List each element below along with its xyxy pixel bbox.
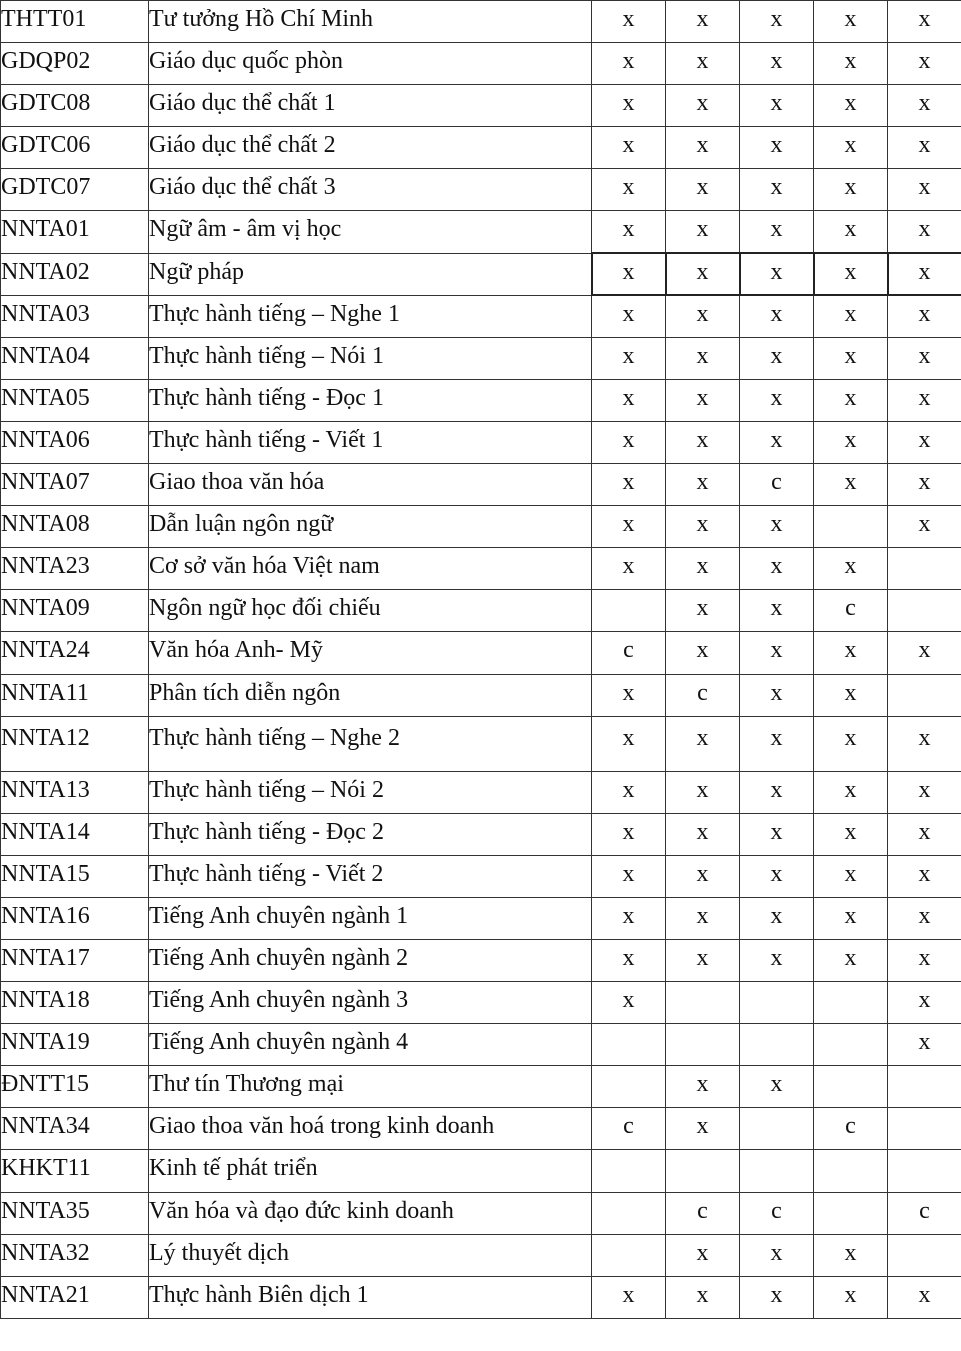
mark-cell-3: x	[740, 771, 814, 813]
mark-cell-5: c	[888, 1192, 961, 1234]
table-row	[1, 506, 961, 548]
mark-cell-3: x	[740, 716, 814, 771]
mark-cell-3	[740, 1108, 814, 1150]
mark-cell-1: x	[592, 855, 666, 897]
mark-cell-4: x	[814, 43, 888, 85]
course-code-cell: NNTA18	[1, 982, 149, 1024]
mark-cell-5: x	[888, 506, 961, 548]
course-name-cell: Thực hành tiếng – Nghe 1	[149, 295, 592, 337]
mark-cell-2: x	[666, 1108, 740, 1150]
mark-cell-3: x	[740, 506, 814, 548]
mark-cell-1: x	[592, 813, 666, 855]
table-row	[1, 169, 961, 211]
mark-cell-5	[888, 1108, 961, 1150]
mark-cell-1: x	[592, 295, 666, 337]
mark-cell-4	[814, 1192, 888, 1234]
mark-cell-4	[814, 982, 888, 1024]
mark-cell-1: x	[592, 897, 666, 939]
course-code-cell: NNTA08	[1, 506, 149, 548]
mark-cell-5: x	[888, 211, 961, 253]
table-row	[1, 1066, 961, 1108]
mark-cell-3	[740, 1024, 814, 1066]
mark-cell-2: x	[666, 813, 740, 855]
mark-cell-4	[814, 1150, 888, 1192]
mark-cell-5	[888, 1150, 961, 1192]
mark-cell-1	[592, 1024, 666, 1066]
mark-cell-2: x	[666, 590, 740, 632]
mark-cell-1: x	[592, 506, 666, 548]
course-code-cell: ĐNTT15	[1, 1066, 149, 1108]
course-name-cell: Thư tín Thương mại	[149, 1066, 592, 1108]
mark-cell-4	[814, 1066, 888, 1108]
mark-cell-5: x	[888, 813, 961, 855]
mark-cell-4: x	[814, 855, 888, 897]
table-row	[1, 43, 961, 85]
mark-cell-5: x	[888, 716, 961, 771]
mark-cell-4: x	[814, 169, 888, 211]
mark-cell-1	[592, 1066, 666, 1108]
mark-cell-1: x	[592, 1, 666, 43]
mark-cell-1: x	[592, 337, 666, 379]
mark-cell-4	[814, 1024, 888, 1066]
mark-cell-5: x	[888, 43, 961, 85]
mark-cell-2: x	[666, 169, 740, 211]
mark-cell-2: x	[666, 1234, 740, 1276]
course-code-cell: NNTA06	[1, 421, 149, 463]
mark-cell-4	[814, 506, 888, 548]
table-row	[1, 253, 961, 295]
course-name-cell: Ngữ pháp	[149, 253, 592, 295]
table-row	[1, 982, 961, 1024]
table-row	[1, 464, 961, 506]
mark-cell-5: x	[888, 1024, 961, 1066]
mark-cell-4: x	[814, 379, 888, 421]
table-row	[1, 1192, 961, 1234]
course-code-cell: GDQP02	[1, 43, 149, 85]
course-name-cell: Tiếng Anh chuyên ngành 3	[149, 982, 592, 1024]
course-name-cell: Thực hành tiếng – Nghe 2	[149, 716, 592, 771]
mark-cell-4: x	[814, 548, 888, 590]
mark-cell-3: x	[740, 421, 814, 463]
mark-cell-5: x	[888, 1276, 961, 1318]
mark-cell-3: c	[740, 464, 814, 506]
course-name-cell: Tiếng Anh chuyên ngành 2	[149, 939, 592, 981]
course-name-cell: Ngôn ngữ học đối chiếu	[149, 590, 592, 632]
mark-cell-5: x	[888, 771, 961, 813]
mark-cell-2: x	[666, 464, 740, 506]
mark-cell-4: x	[814, 337, 888, 379]
mark-cell-4: x	[814, 897, 888, 939]
mark-cell-4: x	[814, 85, 888, 127]
mark-cell-1: x	[592, 1276, 666, 1318]
course-code-cell: NNTA09	[1, 590, 149, 632]
course-code-cell: NNTA02	[1, 253, 149, 295]
mark-cell-5: x	[888, 632, 961, 674]
mark-cell-2: c	[666, 1192, 740, 1234]
mark-cell-2: x	[666, 1066, 740, 1108]
mark-cell-3: x	[740, 939, 814, 981]
course-name-cell: Thực hành tiếng – Nói 2	[149, 771, 592, 813]
table-row	[1, 295, 961, 337]
mark-cell-2: x	[666, 379, 740, 421]
mark-cell-3: x	[740, 1066, 814, 1108]
mark-cell-4: x	[814, 939, 888, 981]
mark-cell-4: x	[814, 295, 888, 337]
table-row	[1, 1108, 961, 1150]
table-row	[1, 716, 961, 771]
course-name-cell: Tiếng Anh chuyên ngành 4	[149, 1024, 592, 1066]
course-name-cell: Giáo dục thể chất 1	[149, 85, 592, 127]
mark-cell-1: x	[592, 939, 666, 981]
course-name-cell: Giáo dục thể chất 3	[149, 169, 592, 211]
mark-cell-1: x	[592, 771, 666, 813]
table-row	[1, 548, 961, 590]
mark-cell-2: x	[666, 1276, 740, 1318]
mark-cell-5	[888, 548, 961, 590]
mark-cell-2: x	[666, 771, 740, 813]
mark-cell-2: x	[666, 127, 740, 169]
mark-cell-5: x	[888, 379, 961, 421]
table-row	[1, 127, 961, 169]
mark-cell-2: x	[666, 1, 740, 43]
course-name-cell: Tiếng Anh chuyên ngành 1	[149, 897, 592, 939]
mark-cell-4: c	[814, 590, 888, 632]
table-row	[1, 1234, 961, 1276]
course-code-cell: THTT01	[1, 1, 149, 43]
mark-cell-3: x	[740, 43, 814, 85]
course-name-cell: Thực hành Biên dịch 1	[149, 1276, 592, 1318]
mark-cell-4: x	[814, 253, 888, 295]
table-row	[1, 590, 961, 632]
course-name-cell: Thực hành tiếng - Đọc 1	[149, 379, 592, 421]
mark-cell-1: x	[592, 548, 666, 590]
table-row	[1, 771, 961, 813]
mark-cell-2: c	[666, 674, 740, 716]
course-code-cell: GDTC06	[1, 127, 149, 169]
mark-cell-1: x	[592, 127, 666, 169]
mark-cell-5: x	[888, 855, 961, 897]
mark-cell-3: x	[740, 897, 814, 939]
course-code-cell: NNTA16	[1, 897, 149, 939]
mark-cell-3: x	[740, 169, 814, 211]
mark-cell-2: x	[666, 421, 740, 463]
course-name-cell: Kinh tế phát triển	[149, 1150, 592, 1192]
course-code-cell: NNTA35	[1, 1192, 149, 1234]
mark-cell-4: x	[814, 421, 888, 463]
mark-cell-5	[888, 674, 961, 716]
mark-cell-3	[740, 1150, 814, 1192]
mark-cell-2	[666, 1150, 740, 1192]
table-row	[1, 1024, 961, 1066]
mark-cell-5: x	[888, 939, 961, 981]
mark-cell-2: x	[666, 337, 740, 379]
course-code-cell: NNTA21	[1, 1276, 149, 1318]
mark-cell-2: x	[666, 548, 740, 590]
mark-cell-5: x	[888, 982, 961, 1024]
mark-cell-5: x	[888, 169, 961, 211]
course-name-cell: Thực hành tiếng - Viết 1	[149, 421, 592, 463]
mark-cell-2	[666, 982, 740, 1024]
course-code-cell: GDTC08	[1, 85, 149, 127]
mark-cell-5: x	[888, 337, 961, 379]
table-row	[1, 813, 961, 855]
mark-cell-3: x	[740, 813, 814, 855]
course-code-cell: NNTA17	[1, 939, 149, 981]
table-row	[1, 939, 961, 981]
course-code-cell: NNTA01	[1, 211, 149, 253]
mark-cell-4: x	[814, 1, 888, 43]
mark-cell-3: x	[740, 295, 814, 337]
course-code-cell: NNTA12	[1, 716, 149, 771]
mark-cell-1: x	[592, 43, 666, 85]
mark-cell-5	[888, 1234, 961, 1276]
mark-cell-2: x	[666, 506, 740, 548]
mark-cell-2: x	[666, 253, 740, 295]
mark-cell-3: x	[740, 855, 814, 897]
mark-cell-1: x	[592, 169, 666, 211]
course-code-cell: NNTA05	[1, 379, 149, 421]
course-code-cell: NNTA34	[1, 1108, 149, 1150]
mark-cell-3	[740, 982, 814, 1024]
mark-cell-4: x	[814, 813, 888, 855]
course-code-cell: NNTA32	[1, 1234, 149, 1276]
mark-cell-1	[592, 1150, 666, 1192]
mark-cell-3: x	[740, 337, 814, 379]
course-code-cell: NNTA13	[1, 771, 149, 813]
course-code-cell: NNTA04	[1, 337, 149, 379]
table-row	[1, 1150, 961, 1192]
table-row	[1, 1276, 961, 1318]
mark-cell-1: x	[592, 211, 666, 253]
table-row	[1, 1, 961, 43]
mark-cell-5: x	[888, 85, 961, 127]
mark-cell-3: x	[740, 127, 814, 169]
course-code-cell: NNTA24	[1, 632, 149, 674]
mark-cell-3: x	[740, 211, 814, 253]
course-code-cell: NNTA03	[1, 295, 149, 337]
course-code-cell: NNTA11	[1, 674, 149, 716]
course-name-cell: Lý thuyết dịch	[149, 1234, 592, 1276]
mark-cell-2	[666, 1024, 740, 1066]
course-name-cell: Cơ sở văn hóa Việt nam	[149, 548, 592, 590]
mark-cell-1: x	[592, 464, 666, 506]
mark-cell-2: x	[666, 211, 740, 253]
course-name-cell: Giao thoa văn hoá trong kinh doanh	[149, 1108, 592, 1150]
mark-cell-2: x	[666, 632, 740, 674]
course-code-cell: NNTA15	[1, 855, 149, 897]
mark-cell-4: x	[814, 771, 888, 813]
mark-cell-2: x	[666, 939, 740, 981]
course-name-cell: Thực hành tiếng - Đọc 2	[149, 813, 592, 855]
mark-cell-2: x	[666, 716, 740, 771]
course-name-cell: Thực hành tiếng - Viết 2	[149, 855, 592, 897]
course-name-cell: Giáo dục thể chất 2	[149, 127, 592, 169]
mark-cell-2: x	[666, 85, 740, 127]
mark-cell-5: x	[888, 127, 961, 169]
mark-cell-5	[888, 1066, 961, 1108]
mark-cell-2: x	[666, 897, 740, 939]
mark-cell-3: x	[740, 590, 814, 632]
mark-cell-3: x	[740, 85, 814, 127]
mark-cell-3: x	[740, 1276, 814, 1318]
mark-cell-1: x	[592, 253, 666, 295]
course-name-cell: Thực hành tiếng – Nói 1	[149, 337, 592, 379]
mark-cell-4: x	[814, 716, 888, 771]
mark-cell-1: x	[592, 85, 666, 127]
table-row	[1, 897, 961, 939]
mark-cell-5: x	[888, 897, 961, 939]
mark-cell-5: x	[888, 295, 961, 337]
mark-cell-5: x	[888, 253, 961, 295]
course-code-cell: NNTA07	[1, 464, 149, 506]
course-name-cell: Tư tưởng Hồ Chí Minh	[149, 1, 592, 43]
mark-cell-1: x	[592, 716, 666, 771]
mark-cell-3: x	[740, 1234, 814, 1276]
table-row	[1, 674, 961, 716]
mark-cell-3: x	[740, 253, 814, 295]
table-row	[1, 337, 961, 379]
course-name-cell: Dẫn luận ngôn ngữ	[149, 506, 592, 548]
mark-cell-1	[592, 590, 666, 632]
mark-cell-3: x	[740, 632, 814, 674]
course-code-cell: NNTA14	[1, 813, 149, 855]
mark-cell-3: x	[740, 379, 814, 421]
mark-cell-1: x	[592, 379, 666, 421]
course-code-cell: NNTA23	[1, 548, 149, 590]
course-name-cell: Phân tích diễn ngôn	[149, 674, 592, 716]
mark-cell-2: x	[666, 295, 740, 337]
course-name-cell: Văn hóa Anh- Mỹ	[149, 632, 592, 674]
table-row	[1, 379, 961, 421]
mark-cell-4: x	[814, 464, 888, 506]
mark-cell-4: x	[814, 1276, 888, 1318]
table-row	[1, 211, 961, 253]
table-row	[1, 85, 961, 127]
mark-cell-5: x	[888, 421, 961, 463]
course-code-cell: NNTA19	[1, 1024, 149, 1066]
mark-cell-1: c	[592, 632, 666, 674]
mark-cell-4: c	[814, 1108, 888, 1150]
mark-cell-5	[888, 590, 961, 632]
table-row	[1, 855, 961, 897]
course-name-cell: Văn hóa và đạo đức kinh doanh	[149, 1192, 592, 1234]
mark-cell-3: x	[740, 674, 814, 716]
course-code-cell: GDTC07	[1, 169, 149, 211]
mark-cell-3: x	[740, 548, 814, 590]
mark-cell-4: x	[814, 674, 888, 716]
mark-cell-4: x	[814, 632, 888, 674]
mark-cell-4: x	[814, 211, 888, 253]
course-name-cell: Ngữ âm - âm vị học	[149, 211, 592, 253]
mark-cell-1: c	[592, 1108, 666, 1150]
mark-cell-2: x	[666, 855, 740, 897]
table-row	[1, 632, 961, 674]
mark-cell-4: x	[814, 1234, 888, 1276]
course-name-cell: Giáo dục quốc phòn	[149, 43, 592, 85]
course-code-cell: KHKT11	[1, 1150, 149, 1192]
course-table-body	[1, 1, 961, 1319]
table-row	[1, 421, 961, 463]
mark-cell-1: x	[592, 674, 666, 716]
course-name-cell: Giao thoa văn hóa	[149, 464, 592, 506]
mark-cell-5: x	[888, 1, 961, 43]
mark-cell-1	[592, 1192, 666, 1234]
mark-cell-1	[592, 1234, 666, 1276]
mark-cell-4: x	[814, 127, 888, 169]
mark-cell-1: x	[592, 982, 666, 1024]
mark-cell-3: c	[740, 1192, 814, 1234]
mark-cell-2: x	[666, 43, 740, 85]
mark-cell-1: x	[592, 421, 666, 463]
mark-cell-5: x	[888, 464, 961, 506]
mark-cell-3: x	[740, 1, 814, 43]
